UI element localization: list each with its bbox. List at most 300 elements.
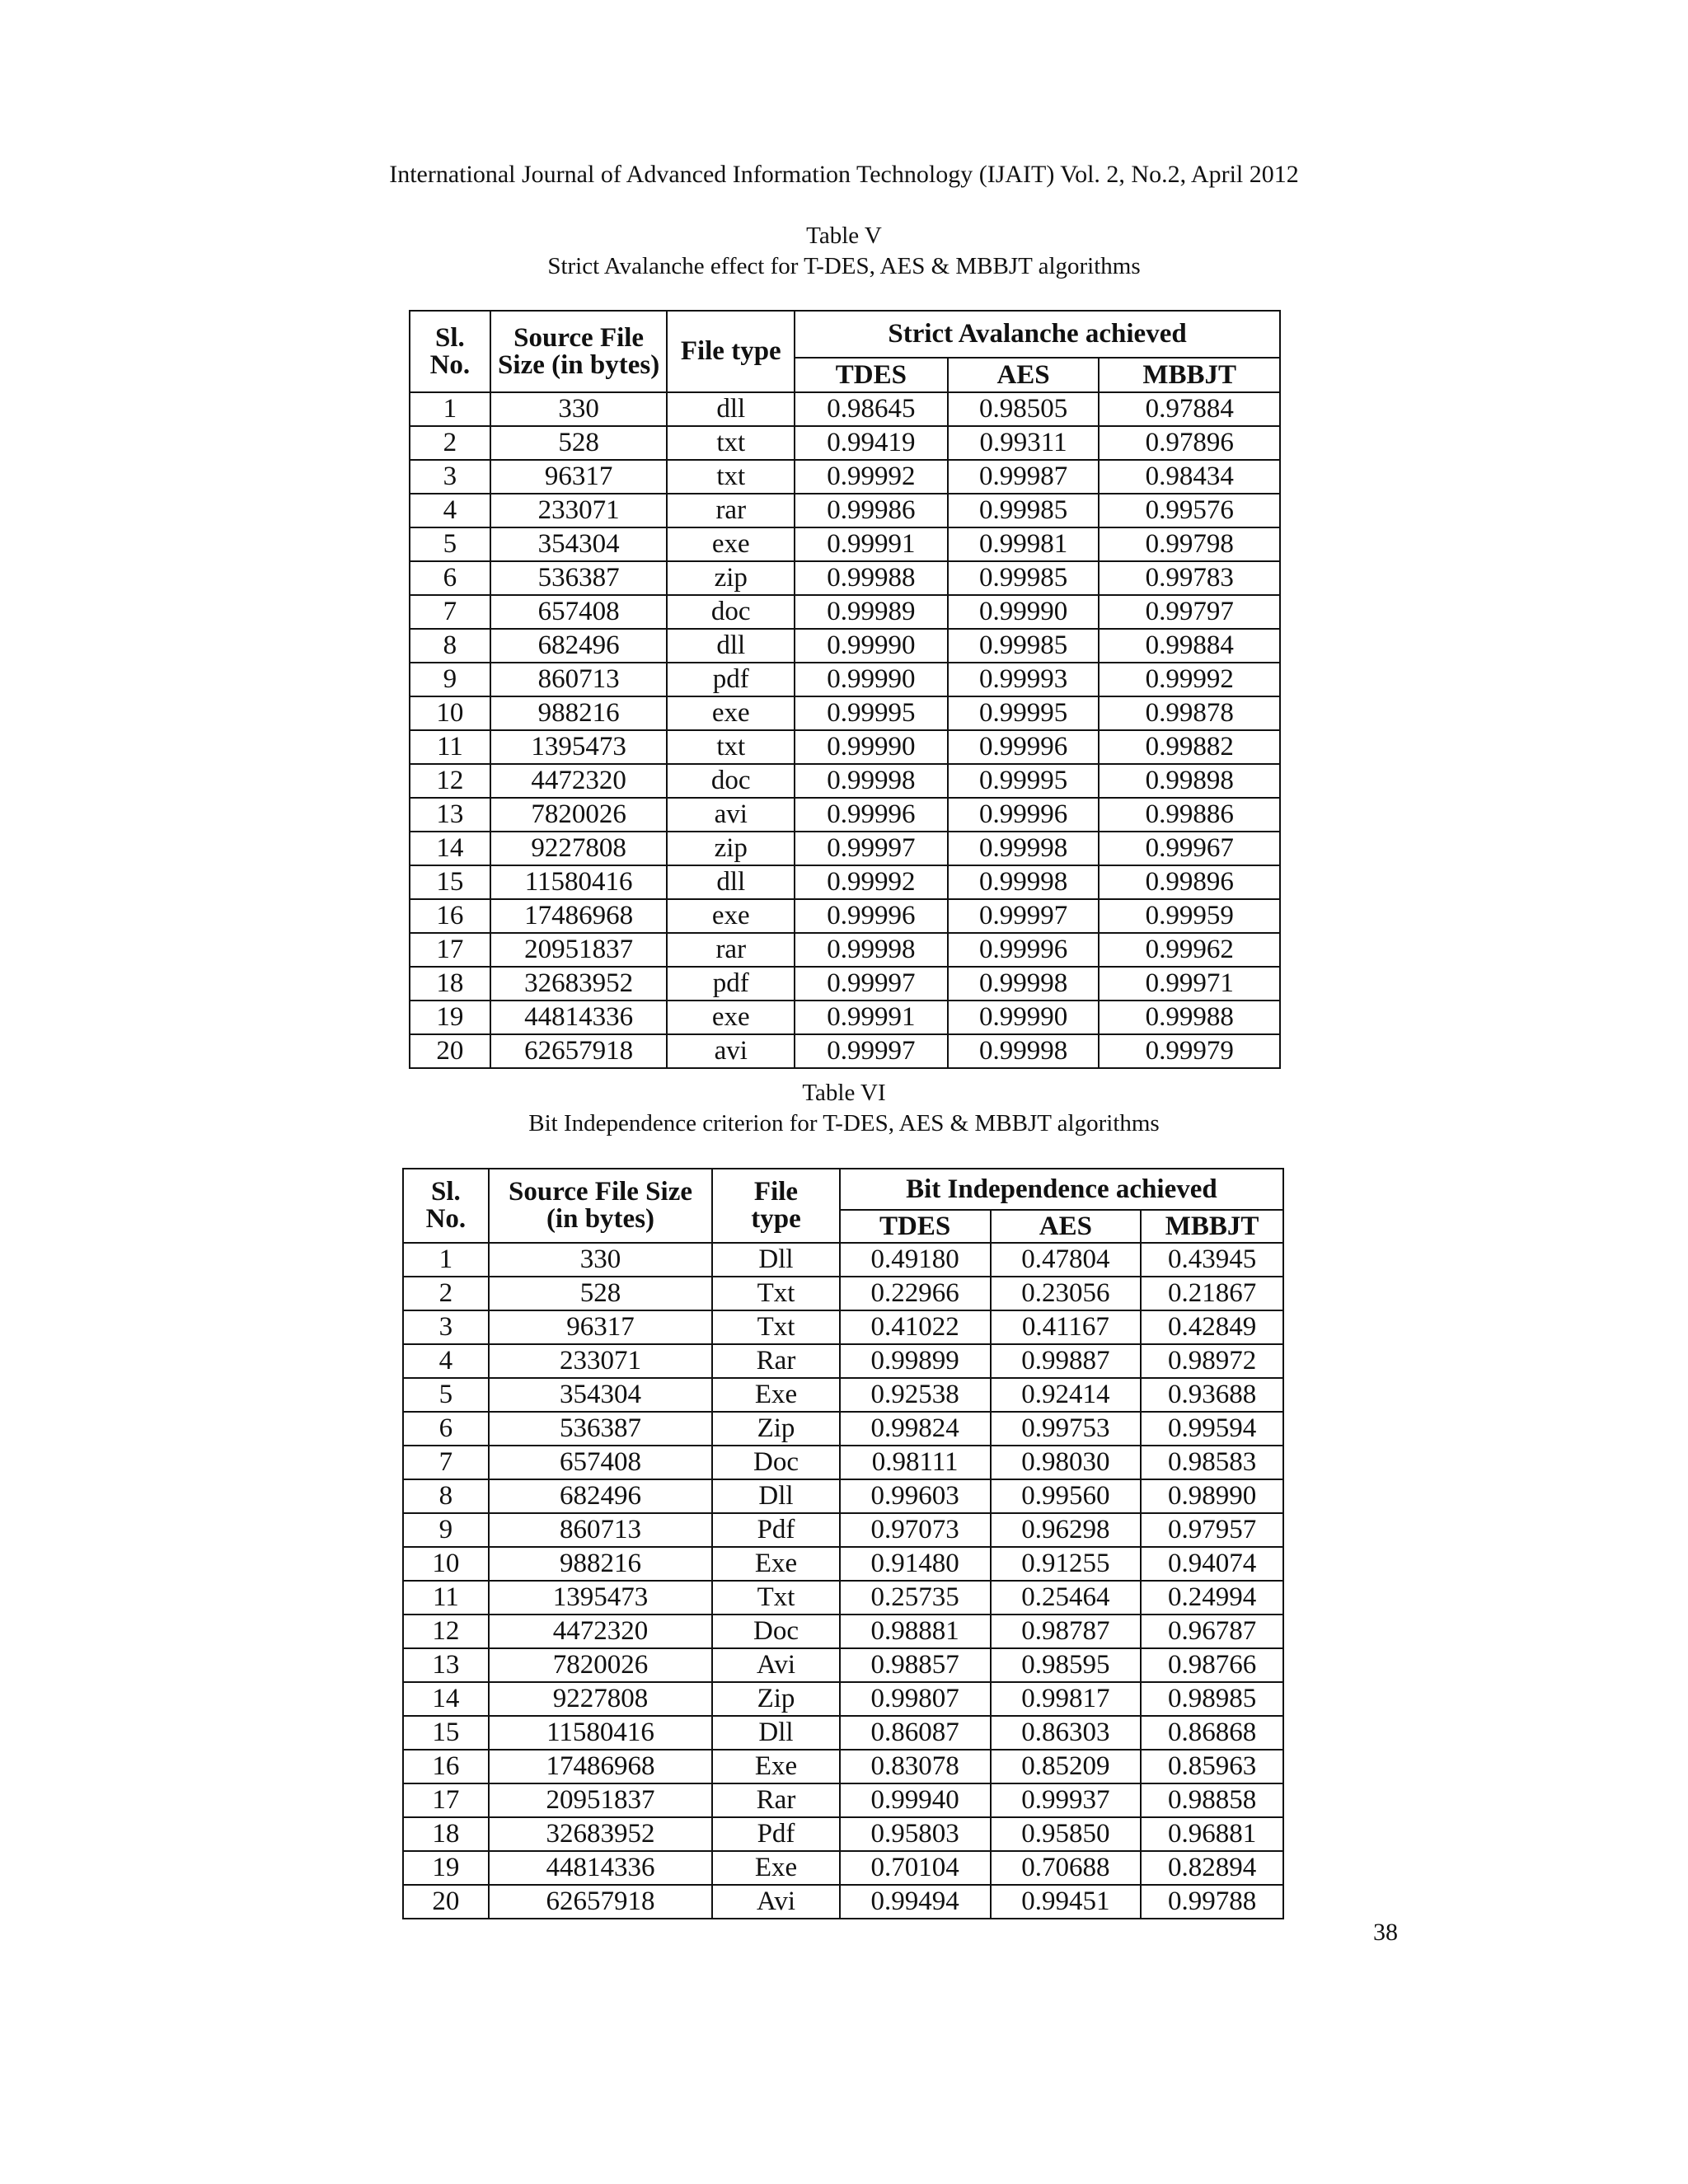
table-row	[403, 1344, 1283, 1378]
cell-mbbjt: 0.94074	[1141, 1547, 1283, 1581]
cell-aes: 0.92414	[991, 1378, 1142, 1412]
cell-sl-no: 19	[410, 1001, 490, 1034]
cell-mbbjt: 0.99878	[1099, 696, 1280, 730]
cell-aes: 0.99981	[948, 527, 1100, 561]
cell-sl-no: 12	[403, 1615, 489, 1648]
cell-mbbjt: 0.98583	[1141, 1446, 1283, 1479]
cell-mbbjt: 0.42849	[1141, 1310, 1283, 1344]
table5-caption	[0, 221, 1688, 282]
cell-sl-no: 20	[403, 1885, 489, 1919]
cell-sl-no: 13	[410, 798, 490, 832]
cell-sl-no: 14	[403, 1682, 489, 1716]
cell-tdes: 0.99997	[795, 967, 948, 1001]
cell-file-type: Avi	[712, 1885, 840, 1919]
table-row	[410, 392, 1280, 426]
col-group-strict-avalanche: Strict Avalanche achieved	[795, 311, 1280, 358]
cell-source-size: 233071	[490, 494, 668, 527]
cell-source-size: 17486968	[489, 1750, 712, 1783]
table-row	[403, 1513, 1283, 1547]
cell-mbbjt: 0.21867	[1141, 1277, 1283, 1310]
table-row	[403, 1581, 1283, 1615]
table-row	[403, 1310, 1283, 1344]
cell-source-size: 860713	[490, 663, 668, 696]
cell-source-size: 988216	[489, 1547, 712, 1581]
cell-tdes: 0.86087	[840, 1716, 991, 1750]
cell-tdes: 0.99996	[795, 798, 948, 832]
table-row	[410, 865, 1280, 899]
cell-aes: 0.99996	[948, 798, 1100, 832]
cell-file-type: rar	[667, 933, 795, 967]
cell-aes: 0.99560	[991, 1479, 1142, 1513]
cell-file-type: txt	[667, 460, 795, 494]
cell-file-type: zip	[667, 561, 795, 595]
cell-tdes: 0.99990	[795, 663, 948, 696]
cell-source-size: 7820026	[490, 798, 668, 832]
cell-source-size: 11580416	[489, 1716, 712, 1750]
cell-sl-no: 14	[410, 832, 490, 865]
col-sl-no: Sl. No.	[410, 311, 490, 392]
cell-sl-no: 3	[410, 460, 490, 494]
table-row	[410, 967, 1280, 1001]
cell-file-type: exe	[667, 527, 795, 561]
cell-file-type: Pdf	[712, 1513, 840, 1547]
cell-file-type: avi	[667, 1034, 795, 1068]
cell-mbbjt: 0.99783	[1099, 561, 1280, 595]
cell-mbbjt: 0.99959	[1099, 899, 1280, 933]
cell-aes: 0.99996	[948, 933, 1100, 967]
table-row	[403, 1378, 1283, 1412]
cell-aes: 0.99998	[948, 865, 1100, 899]
cell-tdes: 0.99989	[795, 595, 948, 629]
cell-file-type: exe	[667, 1001, 795, 1034]
cell-file-type: Zip	[712, 1682, 840, 1716]
table-row	[410, 561, 1280, 595]
cell-file-type: dll	[667, 865, 795, 899]
cell-sl-no: 15	[410, 865, 490, 899]
cell-mbbjt: 0.98766	[1141, 1648, 1283, 1682]
cell-source-size: 17486968	[490, 899, 668, 933]
cell-sl-no: 11	[410, 730, 490, 764]
cell-mbbjt: 0.43945	[1141, 1243, 1283, 1277]
table-row	[410, 1001, 1280, 1034]
cell-mbbjt: 0.99884	[1099, 629, 1280, 663]
cell-tdes: 0.99988	[795, 561, 948, 595]
cell-sl-no: 13	[403, 1648, 489, 1682]
cell-tdes: 0.99995	[795, 696, 948, 730]
cell-source-size: 536387	[490, 561, 668, 595]
cell-sl-no: 8	[410, 629, 490, 663]
cell-tdes: 0.98857	[840, 1648, 991, 1682]
cell-tdes: 0.97073	[840, 1513, 991, 1547]
cell-mbbjt: 0.24994	[1141, 1581, 1283, 1615]
cell-tdes: 0.25735	[840, 1581, 991, 1615]
col-aes: AES	[991, 1210, 1142, 1243]
page-number: 38	[1373, 1919, 1398, 1946]
cell-sl-no: 4	[410, 494, 490, 527]
cell-aes: 0.99311	[948, 426, 1100, 460]
table-row	[403, 1716, 1283, 1750]
cell-source-size: 233071	[489, 1344, 712, 1378]
cell-mbbjt: 0.98972	[1141, 1344, 1283, 1378]
table-row	[410, 764, 1280, 798]
cell-sl-no: 18	[410, 967, 490, 1001]
cell-tdes: 0.99992	[795, 865, 948, 899]
cell-source-size: 4472320	[490, 764, 668, 798]
cell-tdes: 0.99997	[795, 1034, 948, 1068]
cell-tdes: 0.92538	[840, 1378, 991, 1412]
cell-mbbjt: 0.98990	[1141, 1479, 1283, 1513]
cell-file-type: Txt	[712, 1310, 840, 1344]
cell-source-size: 330	[489, 1243, 712, 1277]
cell-aes: 0.99998	[948, 832, 1100, 865]
table6-caption	[0, 1078, 1688, 1139]
cell-mbbjt: 0.96787	[1141, 1615, 1283, 1648]
cell-tdes: 0.41022	[840, 1310, 991, 1344]
cell-file-type: Exe	[712, 1547, 840, 1581]
table-row	[403, 1648, 1283, 1682]
cell-mbbjt: 0.93688	[1141, 1378, 1283, 1412]
col-source-size: Source File Size (in bytes)	[490, 311, 668, 392]
cell-file-type: Dll	[712, 1479, 840, 1513]
cell-mbbjt: 0.99886	[1099, 798, 1280, 832]
cell-mbbjt: 0.99882	[1099, 730, 1280, 764]
cell-mbbjt: 0.99576	[1099, 494, 1280, 527]
cell-aes: 0.41167	[991, 1310, 1142, 1344]
cell-aes: 0.99985	[948, 494, 1100, 527]
cell-tdes: 0.99991	[795, 1001, 948, 1034]
cell-source-size: 536387	[489, 1412, 712, 1446]
cell-file-type: Exe	[712, 1378, 840, 1412]
bit-independence-table	[402, 1168, 1284, 1919]
cell-source-size: 7820026	[489, 1648, 712, 1682]
cell-aes: 0.98595	[991, 1648, 1142, 1682]
cell-sl-no: 15	[403, 1716, 489, 1750]
cell-aes: 0.91255	[991, 1547, 1142, 1581]
cell-source-size: 44814336	[489, 1851, 712, 1885]
cell-mbbjt: 0.97957	[1141, 1513, 1283, 1547]
cell-source-size: 32683952	[490, 967, 668, 1001]
cell-file-type: Rar	[712, 1783, 840, 1817]
cell-file-type: Txt	[712, 1581, 840, 1615]
cell-aes: 0.99997	[948, 899, 1100, 933]
cell-sl-no: 7	[403, 1446, 489, 1479]
cell-mbbjt: 0.98858	[1141, 1783, 1283, 1817]
table-row	[410, 663, 1280, 696]
cell-sl-no: 2	[410, 426, 490, 460]
cell-tdes: 0.98111	[840, 1446, 991, 1479]
cell-file-type: exe	[667, 696, 795, 730]
cell-mbbjt: 0.97896	[1099, 426, 1280, 460]
cell-source-size: 20951837	[490, 933, 668, 967]
cell-aes: 0.99985	[948, 629, 1100, 663]
cell-mbbjt: 0.85963	[1141, 1750, 1283, 1783]
cell-sl-no: 20	[410, 1034, 490, 1068]
cell-mbbjt: 0.99992	[1099, 663, 1280, 696]
cell-tdes: 0.22966	[840, 1277, 991, 1310]
cell-tdes: 0.99494	[840, 1885, 991, 1919]
col-tdes: TDES	[795, 358, 948, 392]
cell-tdes: 0.70104	[840, 1851, 991, 1885]
cell-mbbjt: 0.99898	[1099, 764, 1280, 798]
table-row	[403, 1750, 1283, 1783]
cell-sl-no: 7	[410, 595, 490, 629]
cell-sl-no: 17	[403, 1783, 489, 1817]
cell-sl-no: 2	[403, 1277, 489, 1310]
cell-tdes: 0.99998	[795, 764, 948, 798]
cell-aes: 0.99998	[948, 967, 1100, 1001]
cell-mbbjt: 0.99797	[1099, 595, 1280, 629]
cell-source-size: 657408	[489, 1446, 712, 1479]
cell-tdes: 0.98645	[795, 392, 948, 426]
table6-title: Bit Independence criterion for T-DES, AES & MBBJT algorithms	[528, 1110, 1160, 1137]
cell-tdes: 0.99996	[795, 899, 948, 933]
table-row	[403, 1446, 1283, 1479]
cell-sl-no: 1	[403, 1243, 489, 1277]
table-row	[410, 595, 1280, 629]
cell-file-type: Rar	[712, 1344, 840, 1378]
cell-aes: 0.99998	[948, 1034, 1100, 1068]
cell-tdes: 0.99899	[840, 1344, 991, 1378]
table-row	[403, 1243, 1283, 1277]
table5-body	[410, 392, 1280, 1068]
cell-source-size: 330	[490, 392, 668, 426]
cell-mbbjt: 0.99962	[1099, 933, 1280, 967]
cell-sl-no: 19	[403, 1851, 489, 1885]
cell-source-size: 62657918	[489, 1885, 712, 1919]
cell-sl-no: 8	[403, 1479, 489, 1513]
cell-file-type: txt	[667, 426, 795, 460]
cell-tdes: 0.99807	[840, 1682, 991, 1716]
cell-source-size: 4472320	[489, 1615, 712, 1648]
table5-title: Strict Avalanche effect for T-DES, AES & MBBJT algorithms	[547, 253, 1141, 279]
cell-aes: 0.99996	[948, 730, 1100, 764]
cell-mbbjt: 0.99979	[1099, 1034, 1280, 1068]
cell-sl-no: 6	[410, 561, 490, 595]
cell-source-size: 1395473	[490, 730, 668, 764]
cell-sl-no: 6	[403, 1412, 489, 1446]
cell-tdes: 0.99991	[795, 527, 948, 561]
cell-tdes: 0.99998	[795, 933, 948, 967]
table-row	[403, 1479, 1283, 1513]
cell-file-type: pdf	[667, 663, 795, 696]
cell-aes: 0.99753	[991, 1412, 1142, 1446]
cell-file-type: Doc	[712, 1615, 840, 1648]
table-row	[410, 494, 1280, 527]
cell-sl-no: 17	[410, 933, 490, 967]
cell-file-type: rar	[667, 494, 795, 527]
cell-file-type: doc	[667, 764, 795, 798]
cell-tdes: 0.99990	[795, 629, 948, 663]
journal-header: International Journal of Advanced Information Technology (IJAIT) Vol. 2, No.2, April 2012	[389, 161, 1299, 188]
cell-sl-no: 10	[403, 1547, 489, 1581]
cell-source-size: 988216	[490, 696, 668, 730]
cell-file-type: Txt	[712, 1277, 840, 1310]
cell-source-size: 20951837	[489, 1783, 712, 1817]
cell-aes: 0.47804	[991, 1243, 1142, 1277]
cell-sl-no: 16	[410, 899, 490, 933]
cell-source-size: 96317	[490, 460, 668, 494]
col-aes: AES	[948, 358, 1100, 392]
cell-aes: 0.85209	[991, 1750, 1142, 1783]
cell-aes: 0.99937	[991, 1783, 1142, 1817]
cell-file-type: Exe	[712, 1851, 840, 1885]
cell-mbbjt: 0.96881	[1141, 1817, 1283, 1851]
cell-aes: 0.99995	[948, 764, 1100, 798]
cell-sl-no: 5	[403, 1378, 489, 1412]
table-row	[410, 426, 1280, 460]
cell-mbbjt: 0.97884	[1099, 392, 1280, 426]
cell-tdes: 0.99986	[795, 494, 948, 527]
table-row	[403, 1783, 1283, 1817]
cell-aes: 0.99993	[948, 663, 1100, 696]
cell-mbbjt: 0.99798	[1099, 527, 1280, 561]
cell-file-type: avi	[667, 798, 795, 832]
cell-tdes: 0.49180	[840, 1243, 991, 1277]
table-row	[410, 832, 1280, 865]
cell-aes: 0.99995	[948, 696, 1100, 730]
table5-label: Table V	[806, 223, 882, 249]
cell-tdes: 0.99992	[795, 460, 948, 494]
cell-source-size: 9227808	[490, 832, 668, 865]
table6-body	[403, 1243, 1283, 1919]
table-row	[410, 798, 1280, 832]
cell-tdes: 0.99419	[795, 426, 948, 460]
cell-source-size: 682496	[490, 629, 668, 663]
cell-mbbjt: 0.99971	[1099, 967, 1280, 1001]
cell-mbbjt: 0.99967	[1099, 832, 1280, 865]
cell-source-size: 96317	[489, 1310, 712, 1344]
cell-sl-no: 11	[403, 1581, 489, 1615]
cell-source-size: 528	[489, 1277, 712, 1310]
cell-mbbjt: 0.99988	[1099, 1001, 1280, 1034]
strict-avalanche-table	[409, 310, 1281, 1069]
cell-aes: 0.99987	[948, 460, 1100, 494]
table-row	[403, 1851, 1283, 1885]
cell-file-type: dll	[667, 392, 795, 426]
table-row	[410, 460, 1280, 494]
cell-aes: 0.98505	[948, 392, 1100, 426]
cell-tdes: 0.99603	[840, 1479, 991, 1513]
cell-mbbjt: 0.86868	[1141, 1716, 1283, 1750]
cell-sl-no: 3	[403, 1310, 489, 1344]
col-source-size: Source File Size (in bytes)	[489, 1169, 712, 1243]
cell-mbbjt: 0.98985	[1141, 1682, 1283, 1716]
cell-source-size: 682496	[489, 1479, 712, 1513]
cell-sl-no: 5	[410, 527, 490, 561]
cell-aes: 0.98787	[991, 1615, 1142, 1648]
table6-label: Table VI	[802, 1080, 886, 1106]
cell-sl-no: 12	[410, 764, 490, 798]
cell-aes: 0.86303	[991, 1716, 1142, 1750]
table-row	[403, 1615, 1283, 1648]
cell-file-type: Dll	[712, 1716, 840, 1750]
cell-source-size: 11580416	[490, 865, 668, 899]
cell-tdes: 0.99990	[795, 730, 948, 764]
col-mbbjt: MBBJT	[1141, 1210, 1283, 1243]
cell-file-type: Avi	[712, 1648, 840, 1682]
cell-sl-no: 9	[403, 1513, 489, 1547]
table-row	[410, 1034, 1280, 1068]
cell-tdes: 0.99997	[795, 832, 948, 865]
col-file-type: File type	[712, 1169, 840, 1243]
cell-aes: 0.23056	[991, 1277, 1142, 1310]
cell-sl-no: 9	[410, 663, 490, 696]
cell-aes: 0.98030	[991, 1446, 1142, 1479]
table-row	[410, 629, 1280, 663]
cell-sl-no: 4	[403, 1344, 489, 1378]
table-row	[403, 1277, 1283, 1310]
cell-file-type: Pdf	[712, 1817, 840, 1851]
cell-aes: 0.99887	[991, 1344, 1142, 1378]
cell-file-type: Exe	[712, 1750, 840, 1783]
cell-aes: 0.99451	[991, 1885, 1142, 1919]
cell-source-size: 860713	[489, 1513, 712, 1547]
cell-mbbjt: 0.99594	[1141, 1412, 1283, 1446]
cell-aes: 0.25464	[991, 1581, 1142, 1615]
col-file-type: File type	[667, 311, 795, 392]
cell-aes: 0.99985	[948, 561, 1100, 595]
cell-aes: 0.99817	[991, 1682, 1142, 1716]
cell-source-size: 657408	[490, 595, 668, 629]
cell-file-type: Doc	[712, 1446, 840, 1479]
cell-source-size: 528	[490, 426, 668, 460]
cell-file-type: txt	[667, 730, 795, 764]
col-tdes: TDES	[840, 1210, 991, 1243]
cell-source-size: 44814336	[490, 1001, 668, 1034]
table-row	[410, 899, 1280, 933]
cell-file-type: Dll	[712, 1243, 840, 1277]
cell-aes: 0.70688	[991, 1851, 1142, 1885]
cell-file-type: zip	[667, 832, 795, 865]
cell-source-size: 9227808	[489, 1682, 712, 1716]
cell-file-type: dll	[667, 629, 795, 663]
cell-file-type: pdf	[667, 967, 795, 1001]
cell-mbbjt: 0.82894	[1141, 1851, 1283, 1885]
table-row	[410, 527, 1280, 561]
cell-sl-no: 16	[403, 1750, 489, 1783]
cell-aes: 0.96298	[991, 1513, 1142, 1547]
cell-file-type: exe	[667, 899, 795, 933]
col-sl-no: Sl. No.	[403, 1169, 489, 1243]
cell-tdes: 0.95803	[840, 1817, 991, 1851]
cell-mbbjt: 0.99788	[1141, 1885, 1283, 1919]
cell-source-size: 1395473	[489, 1581, 712, 1615]
table-row	[403, 1817, 1283, 1851]
cell-sl-no: 18	[403, 1817, 489, 1851]
table-row	[410, 696, 1280, 730]
cell-source-size: 32683952	[489, 1817, 712, 1851]
table-row	[403, 1412, 1283, 1446]
cell-mbbjt: 0.99896	[1099, 865, 1280, 899]
cell-tdes: 0.83078	[840, 1750, 991, 1783]
col-group-bit-independence: Bit Independence achieved	[840, 1169, 1283, 1210]
cell-sl-no: 1	[410, 392, 490, 426]
table-row	[403, 1885, 1283, 1919]
cell-tdes: 0.99824	[840, 1412, 991, 1446]
cell-tdes: 0.98881	[840, 1615, 991, 1648]
table-row	[410, 933, 1280, 967]
cell-source-size: 354304	[490, 527, 668, 561]
cell-tdes: 0.91480	[840, 1547, 991, 1581]
cell-aes: 0.99990	[948, 1001, 1100, 1034]
table-row	[403, 1547, 1283, 1581]
cell-mbbjt: 0.98434	[1099, 460, 1280, 494]
table-row	[403, 1682, 1283, 1716]
cell-source-size: 354304	[489, 1378, 712, 1412]
cell-sl-no: 10	[410, 696, 490, 730]
cell-file-type: doc	[667, 595, 795, 629]
cell-tdes: 0.99940	[840, 1783, 991, 1817]
